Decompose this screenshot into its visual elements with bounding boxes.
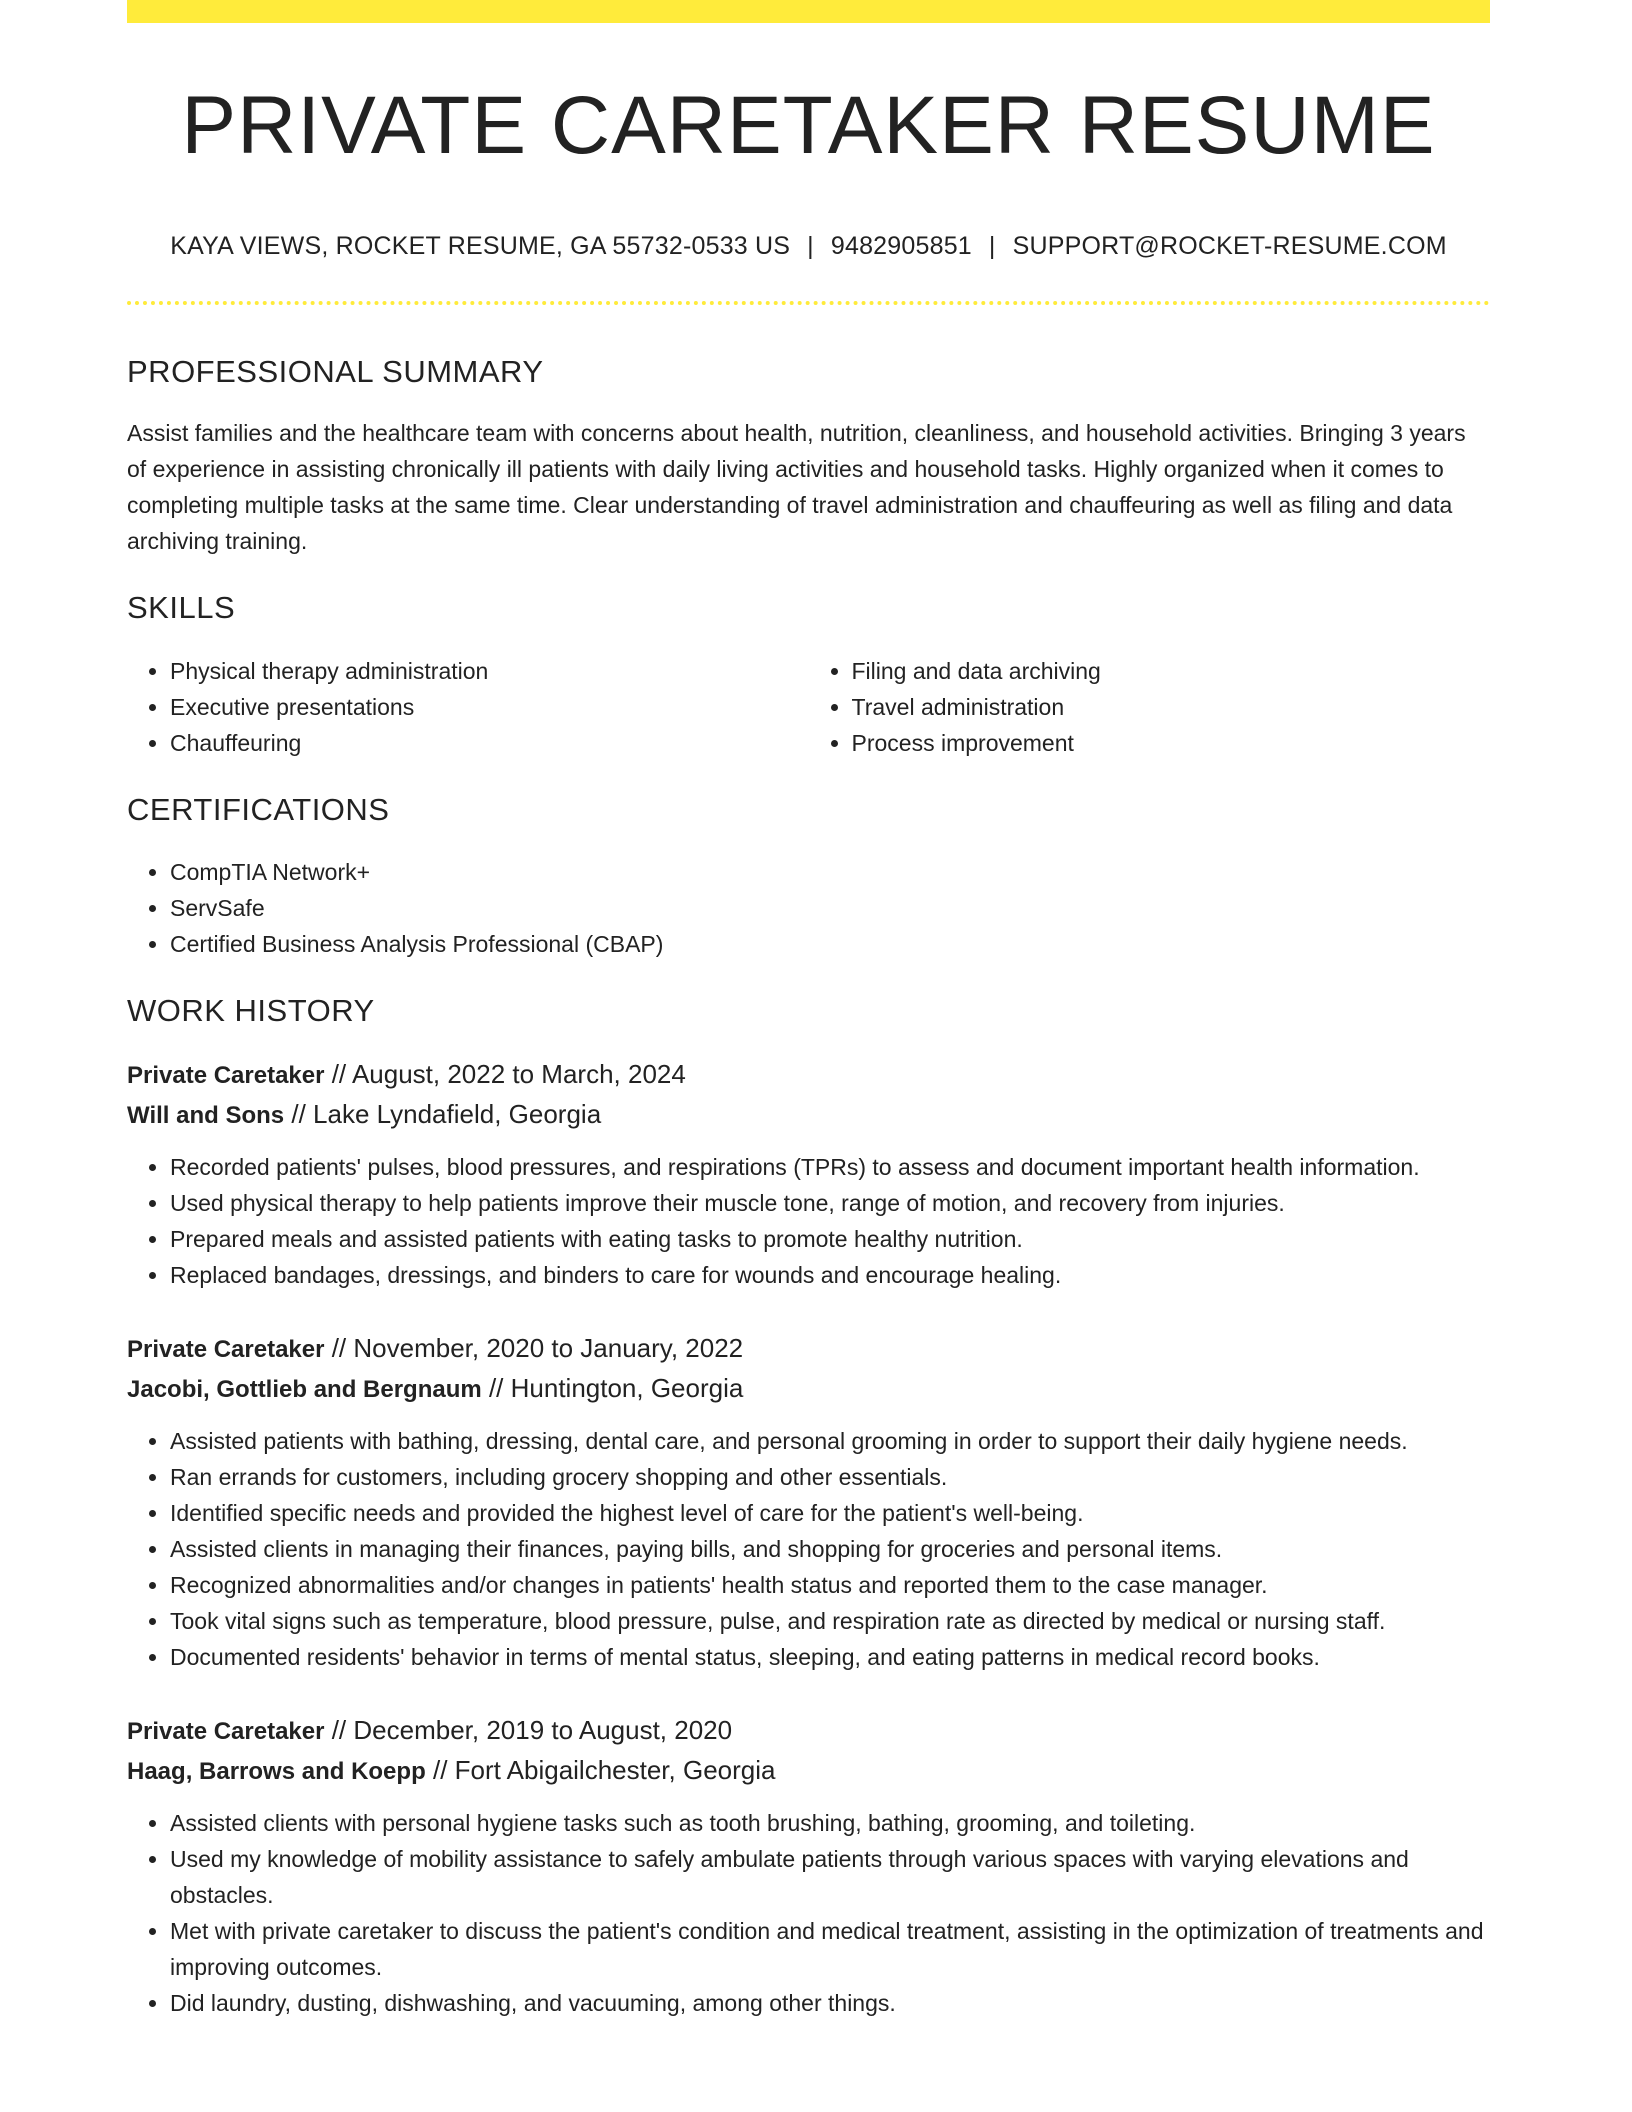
contact-line <box>127 231 1490 261</box>
job-title-line <box>127 1055 1490 1095</box>
contact-separator: | <box>988 232 996 261</box>
skill-item: • Chauffeuring <box>170 725 809 761</box>
job-bullet: • Used physical therapy to help patients improve their muscle tone, range of motion, and recovery from injuries. <box>170 1185 1490 1221</box>
job-location: // Huntington, Georgia <box>488 1372 744 1403</box>
job-company-line <box>127 1095 1490 1135</box>
job-bullet: • Replaced bandages, dressings, and binders to care for wounds and encourage healing. <box>170 1257 1490 1293</box>
job-bullets <box>127 1805 1490 2021</box>
job-bullet: • Documented residents' behavior in terms of mental status, sleeping, and eating patterns in medical record books. <box>170 1639 1490 1675</box>
skills-heading: SKILLS <box>127 590 236 626</box>
job-entry <box>127 1711 1490 2021</box>
contact-separator: | <box>807 232 814 261</box>
job-bullets <box>127 1423 1490 1675</box>
contact-phone: 9482905851 <box>830 232 972 261</box>
certification-item: • ServSafe <box>170 890 1490 926</box>
top-accent-bar <box>127 0 1490 23</box>
skills-columns <box>127 653 1490 761</box>
job-title-line <box>127 1711 1490 1751</box>
page-title: PRIVATE CARETAKER RESUME <box>181 80 1436 171</box>
summary-text: Assist families and the healthcare team with concerns about health, nutrition, cleanliness, and household activities. Bringing 3 years of experience in assisting chronically ill patients with daily living activities and household tasks. Highly organized when it comes to completing multiple tasks at the same time. Clear understanding of travel administration and chauffeuring as well as filing and data archiving training. <box>127 420 1466 555</box>
job-dates: // December, 2019 to August, 2020 <box>331 1714 733 1745</box>
job-title: Private Caretaker <box>127 1717 325 1745</box>
skill-item: • Process improvement <box>852 725 1491 761</box>
dotted-divider <box>127 301 1490 305</box>
certification-item: • CompTIA Network+ <box>170 854 1490 890</box>
job-bullet: • Assisted patients with bathing, dressing, dental care, and personal grooming in order to support their daily hygiene needs. <box>170 1423 1490 1459</box>
job-bullet: • Recognized abnormalities and/or changes in patients' health status and reported them to the case manager. <box>170 1567 1490 1603</box>
job-bullet: • Assisted clients in managing their finances, paying bills, and shopping for groceries and personal items. <box>170 1531 1490 1567</box>
work-history-heading: WORK HISTORY <box>127 992 375 1028</box>
job-bullet: • Ran errands for customers, including grocery shopping and other essentials. <box>170 1459 1490 1495</box>
job-entry <box>127 1055 1490 1293</box>
job-bullet: • Identified specific needs and provided the highest level of care for the patient's well-being. <box>170 1495 1490 1531</box>
job-dates: // August, 2022 to March, 2024 <box>331 1058 686 1089</box>
job-title-line <box>127 1329 1490 1369</box>
contact-email: SUPPORT@ROCKET-RESUME.COM <box>1012 232 1447 261</box>
contact-address: KAYA VIEWS, ROCKET RESUME, GA 55732-0533 US <box>170 232 791 261</box>
job-bullet: • Took vital signs such as temperature, blood pressure, pulse, and respiration rate as directed by medical or nursing staff. <box>170 1603 1490 1639</box>
job-location: // Fort Abigailchester, Georgia <box>432 1754 776 1785</box>
job-bullet: • Did laundry, dusting, dishwashing, and vacuuming, among other things. <box>170 1985 1490 2021</box>
skill-item: • Physical therapy administration <box>170 653 809 689</box>
job-company-line <box>127 1369 1490 1409</box>
skills-list-left <box>127 653 809 761</box>
certification-item: • Certified Business Analysis Professional (CBAP) <box>170 926 1490 962</box>
skill-item: • Executive presentations <box>170 689 809 725</box>
job-bullets <box>127 1149 1490 1293</box>
job-title: Private Caretaker <box>127 1335 325 1363</box>
job-company: Will and Sons <box>127 1101 285 1129</box>
job-location: // Lake Lyndafield, Georgia <box>291 1098 602 1129</box>
skill-item: • Filing and data archiving <box>852 653 1491 689</box>
job-dates: // November, 2020 to January, 2022 <box>331 1332 744 1363</box>
skills-list-right <box>809 653 1491 761</box>
resume-content <box>127 0 1490 2021</box>
job-bullet: • Assisted clients with personal hygiene tasks such as tooth brushing, bathing, grooming, and toileting. <box>170 1805 1490 1841</box>
job-company-line <box>127 1751 1490 1791</box>
certifications-heading: CERTIFICATIONS <box>127 791 390 827</box>
job-bullet: • Prepared meals and assisted patients with eating tasks to promote healthy nutrition. <box>170 1221 1490 1257</box>
job-title: Private Caretaker <box>127 1061 325 1089</box>
skill-item: • Travel administration <box>852 689 1491 725</box>
job-bullet: • Used my knowledge of mobility assistance to safely ambulate patients through various spaces with varying elevations and obstacles. <box>170 1841 1490 1913</box>
job-bullet: • Recorded patients' pulses, blood pressures, and respirations (TPRs) to assess and document important health information. <box>170 1149 1490 1185</box>
job-company: Haag, Barrows and Koepp <box>127 1757 426 1785</box>
certifications-list <box>127 854 1490 962</box>
summary-heading: PROFESSIONAL SUMMARY <box>127 354 544 390</box>
job-entry <box>127 1329 1490 1675</box>
job-company: Jacobi, Gottlieb and Bergnaum <box>127 1375 482 1403</box>
job-bullet: • Met with private caretaker to discuss the patient's condition and medical treatment, assisting in the optimization of treatments and improving outcomes. <box>170 1913 1490 1985</box>
